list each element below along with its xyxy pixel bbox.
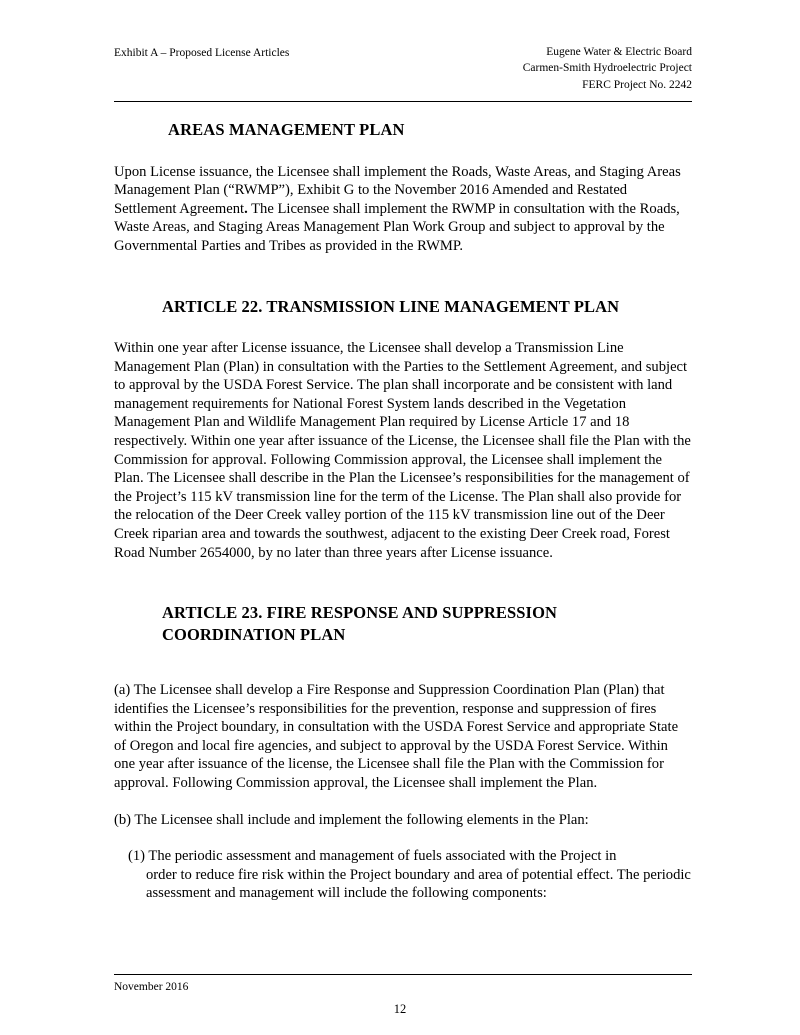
- page-content: [114, 120, 692, 903]
- article-23-paragraph-a: (a) The Licensee shall develop a Fire Response and Suppression Coordination Plan (Plan) that identifies the Licensee’s responsibilities for the prevention, response and suppression of fires within the Project boundary, in consultation with the USDA Forest Service and appropriate State of Oregon and local fire agencies, and subject to approval by the USDA Forest Service. Within one year after issuance of the license, the Licensee shall file the Plan with the Commission for approval. Following Commission approval, the Licensee shall implement the Plan.: [114, 682, 679, 791]
- article-22-heading: ARTICLE 22. TRANSMISSION LINE MANAGEMENT PLAN: [162, 296, 620, 316]
- header-exhibit-label: Exhibit A – Proposed License Articles: [114, 47, 290, 59]
- page-header: [114, 44, 692, 93]
- header-ferc-number: FERC Project No. 2242: [582, 78, 692, 91]
- footer-date: November 2016: [114, 981, 189, 993]
- header-divider: [114, 101, 692, 102]
- article-23-heading: [114, 602, 692, 645]
- continued-heading: AREAS MANAGEMENT PLAN: [168, 119, 405, 139]
- article-23-item-1: [114, 847, 692, 903]
- header-org-name: Eugene Water & Electric Board: [546, 46, 692, 58]
- article-23-heading-line2: COORDINATION PLAN: [162, 624, 346, 644]
- page-number: 12: [393, 1002, 407, 1016]
- header-project-info: [523, 44, 692, 93]
- article-23-item-1-first-line: (1) The periodic assessment and management of fuels associated with the Project in: [128, 848, 617, 865]
- article-23-item-1-rest: order to reduce fire risk within the Project boundary and area of potential effect. The periodic assessment and management will include the following components:: [146, 866, 691, 902]
- article-23-paragraph-b: (b) The Licensee shall include and implement the following elements in the Plan:: [114, 811, 589, 828]
- paragraph-rwmp-part1: Upon License issuance, the Licensee shall implement the Roads, Waste Areas, and Staging Areas Management Plan (“RWMP”), Exhibit G to the November 2016 Amended and Restated Settlement Agreement: [114, 163, 681, 217]
- paragraph-rwmp-part2: The Licensee shall implement the RWMP in consultation with the Roads, Waste Areas, and Staging Areas Management Plan Work Group and subject to approval by the Governmental Parties and Tribes as provided in the RWMP.: [114, 200, 680, 254]
- header-project-name: Carmen-Smith Hydroelectric Project: [522, 62, 692, 75]
- paragraph-rwmp-bold: .: [244, 200, 248, 217]
- paragraph-rwmp: [114, 163, 692, 256]
- footer-divider: [114, 974, 692, 975]
- article-23-heading-line1: ARTICLE 23. FIRE RESPONSE AND SUPPRESSION: [162, 603, 558, 623]
- page-footer: [114, 974, 692, 993]
- article-22-body: Within one year after License issuance, the Licensee shall develop a Transmission Line Management Plan (Plan) in consultation with the Parties to the Settlement Agreement, and subject to approval by the USDA Forest Service. The plan shall incorporate and be consistent with land management requirements for National Forest System lands described in the Vegetation Management Plan and Wildlife Management Plan required by License Article 17 and 18 respectively. Within one year after issuance of the License, the Licensee shall file the Plan with the Commission for approval. Following Commission approval, the Licensee shall implement the Plan. The Licensee shall describe in the Plan the Licensee’s responsibilities for the management of the Project’s 115 kV transmission line for the term of the License. The Plan shall also provide for the relocation of the Deer Creek valley portion of the 115 kV transmission line out of the Deer Creek riparian area and towards the southwest, adjacent to the existing Deer Creek road, Forest Road Number 2654000, by no later than three years after License issuance.: [114, 340, 691, 561]
